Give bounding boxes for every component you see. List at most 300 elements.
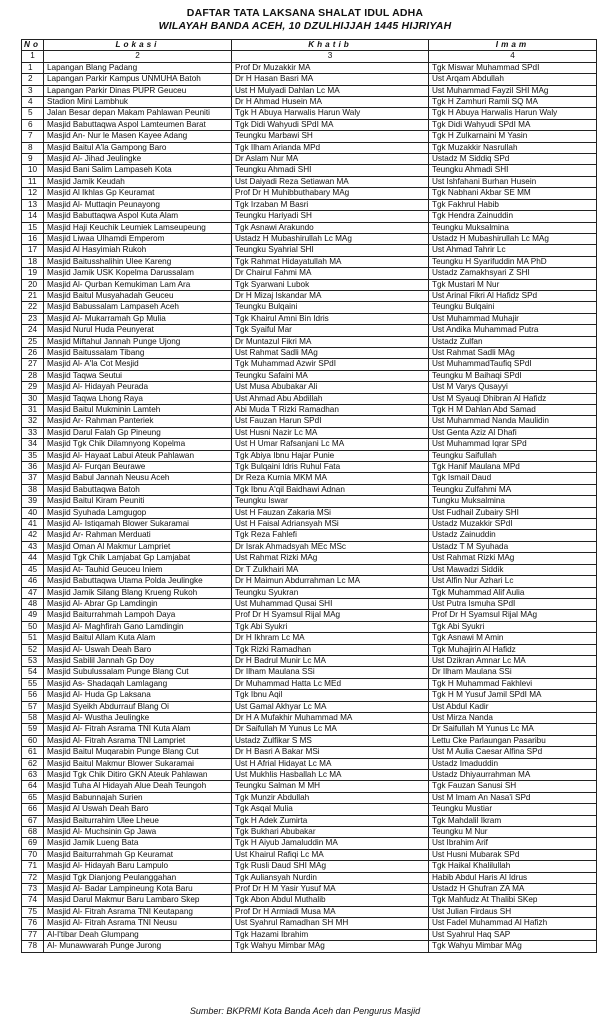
imam-cell: Tgk Mustari M Nur — [429, 279, 597, 290]
khatib-cell: Dr Muntazul Fikri MA — [232, 336, 429, 347]
table-row — [22, 553, 597, 564]
imam-cell: Teungku H Syarifuddin MA PhD — [429, 256, 597, 267]
lokasi-cell: Masjid Al Hasyimiah Rukoh — [44, 245, 232, 256]
lokasi-cell: Al-I'tibar Deah Glumpang — [44, 929, 232, 940]
row-number: 8 — [22, 142, 44, 153]
source-note: Sumber: BKPRMI Kota Banda Aceh dan Pengurus Masjid — [189, 1006, 421, 1016]
row-number: 33 — [22, 427, 44, 438]
khatib-cell: Tgk Muhammad Azwir SPdI — [232, 359, 429, 370]
table-row — [22, 519, 597, 530]
lokasi-cell: Masjid Al- Badar Lampineung Kota Baru — [44, 884, 232, 895]
row-number: 17 — [22, 245, 44, 256]
row-number: 62 — [22, 758, 44, 769]
imam-cell: Teungku Bulqaini — [429, 302, 597, 313]
table-row — [22, 838, 597, 849]
imam-cell: Tgk Nabhani Akbar SE MM — [429, 188, 597, 199]
lokasi-cell: Masjid Oman Al Makmur Lampriet — [44, 541, 232, 552]
khatib-cell: Dr Saifullah M Yunus Lc MA — [232, 724, 429, 735]
khatib-cell: Tgk Rizki Ramadhan — [232, 644, 429, 655]
khatib-cell: Dr Muhammad Hatta Lc MEd — [232, 678, 429, 689]
table-row — [22, 747, 597, 758]
table-row — [22, 279, 597, 290]
imam-cell: Ustadz Zainuddin — [429, 530, 597, 541]
row-number: 45 — [22, 564, 44, 575]
table-row — [22, 256, 597, 267]
lokasi-cell: Masjid Al- Muttaqin Peunayong — [44, 199, 232, 210]
imam-cell: Ust Ahmad Tahrir Lc — [429, 245, 597, 256]
khatib-cell: Tgk Irzaban M Basri — [232, 199, 429, 210]
table-row — [22, 564, 597, 575]
khatib-cell: Tgk Asnawi Arakundo — [232, 222, 429, 233]
khatib-cell: Dr Reza Kurnia MKM MA — [232, 473, 429, 484]
lokasi-cell: Masjid Baiturrahmah Gp Keuramat — [44, 849, 232, 860]
khatib-cell: Dr H Mizaj Iskandar MA — [232, 290, 429, 301]
khatib-cell: Teungku Ahmadi SHI — [232, 165, 429, 176]
table-row — [22, 758, 597, 769]
khatib-cell: Tgk Abon Abdul Muthalib — [232, 895, 429, 906]
lokasi-cell: Masjid Babul Jannah Neusu Aceh — [44, 473, 232, 484]
lokasi-cell: Lapangan Parkir Kampus UNMUHA Batoh — [44, 74, 232, 85]
khatib-cell: Tgk Ilham Arianda MPd — [232, 142, 429, 153]
row-number: 51 — [22, 633, 44, 644]
table-row — [22, 222, 597, 233]
imam-cell: Tgk Didi Wahyudi SPdI MA — [429, 119, 597, 130]
table-row — [22, 598, 597, 609]
lokasi-cell: Jalan Besar depan Makam Pahlawan Peuniti — [44, 108, 232, 119]
table-row — [22, 142, 597, 153]
row-number: 22 — [22, 302, 44, 313]
lokasi-cell: Masjid Al- Qurban Kemukiman Lam Ara — [44, 279, 232, 290]
khatib-cell: Tgk Abi Syukri — [232, 621, 429, 632]
row-number: 75 — [22, 906, 44, 917]
khatib-cell: Tgk Ibnu Aqil — [232, 690, 429, 701]
imam-cell: Tgk Fakhrul Habib — [429, 199, 597, 210]
row-number: 34 — [22, 439, 44, 450]
row-number: 56 — [22, 690, 44, 701]
row-number: 63 — [22, 770, 44, 781]
khatib-cell: Dr H A Mufakhir Muhammad MA — [232, 712, 429, 723]
table-row — [22, 667, 597, 678]
lokasi-cell: Masjid Tgk Chik Ditiro GKN Ateuk Pahlawan — [44, 770, 232, 781]
imam-cell: Ust Muhammad Muhajir — [429, 313, 597, 324]
imam-cell: Teungku Ahmadi SHI — [429, 165, 597, 176]
khatib-cell: Ust Fauzan Harun SPdI — [232, 416, 429, 427]
table-row — [22, 530, 597, 541]
row-number: 67 — [22, 815, 44, 826]
imam-cell: Tgk H M Dahlan Abd Samad — [429, 405, 597, 416]
table-row — [22, 781, 597, 792]
imam-cell: Ust Alfin Nur Azhari Lc — [429, 576, 597, 587]
lokasi-cell: Masjid Al- Maghfirah Gano Lamdingin — [44, 621, 232, 632]
khatib-cell: Tgk Rahmat Hidayatullah MA — [232, 256, 429, 267]
row-number: 38 — [22, 484, 44, 495]
imam-cell: Tgk H Zulkarnaini M Yasin — [429, 131, 597, 142]
imam-cell: Tgk Wahyu Mimbar MAg — [429, 941, 597, 952]
imam-cell: Teungku M Nur — [429, 827, 597, 838]
khatib-cell: Dr H Ahmad Husein MA — [232, 97, 429, 108]
row-number: 76 — [22, 918, 44, 929]
khatib-cell: Prof Dr H Armiadi Musa MA — [232, 906, 429, 917]
row-number: 50 — [22, 621, 44, 632]
row-number: 60 — [22, 735, 44, 746]
khatib-cell: Tgk Auliansyah Nurdin — [232, 872, 429, 883]
imam-cell: Ustadz H Mubashirullah Lc MAg — [429, 233, 597, 244]
imam-cell: Tgk Ismail Daud — [429, 473, 597, 484]
schedule-table — [21, 39, 597, 953]
row-number: 37 — [22, 473, 44, 484]
table-row — [22, 644, 597, 655]
lokasi-cell: Masjid Taqwa Lhong Raya — [44, 393, 232, 404]
lokasi-cell: Masjid Al- Hidayah Peurada — [44, 382, 232, 393]
khatib-cell: Dr T Zulkhairi MA — [232, 564, 429, 575]
khatib-cell: Dr Israk Ahmadsyah MEc MSc — [232, 541, 429, 552]
table-row — [22, 701, 597, 712]
lokasi-cell: Masjid Al- Muchsinin Gp Jawa — [44, 827, 232, 838]
imam-cell: Teungku Muksalmina — [429, 222, 597, 233]
row-number: 44 — [22, 553, 44, 564]
lokasi-cell: Masjid At- Tauhid Geuceu Iniem — [44, 564, 232, 575]
imam-cell: Tgk Muhajirin Al Hafidz — [429, 644, 597, 655]
khatib-cell: Teungku Hariyadi SH — [232, 211, 429, 222]
lokasi-cell: Masjid Al- Jihad Jeulingke — [44, 154, 232, 165]
lokasi-cell: Masjid Tgk Chik Lamjabat Gp Lamjabat — [44, 553, 232, 564]
table-body — [22, 62, 597, 952]
khatib-cell: Dr Chairul Fahmi MA — [232, 268, 429, 279]
lokasi-cell: Masjid Baitul Allam Kuta Alam — [44, 633, 232, 644]
lokasi-cell: Masjid Darul Falah Gp Pineung — [44, 427, 232, 438]
khatib-cell: Dr Aslam Nur MA — [232, 154, 429, 165]
khatib-cell: Dr H Ikhram Lc MA — [232, 633, 429, 644]
column-number: 2 — [44, 51, 232, 62]
lokasi-cell: Lapangan Blang Padang — [44, 62, 232, 73]
table-row — [22, 792, 597, 803]
lokasi-cell: Stadion Mini Lambhuk — [44, 97, 232, 108]
row-number: 30 — [22, 393, 44, 404]
row-number: 24 — [22, 325, 44, 336]
imam-cell: Ustadz Dhiyaurrahman MA — [429, 770, 597, 781]
row-number: 29 — [22, 382, 44, 393]
imam-cell: Tgk Hendra Zainuddin — [429, 211, 597, 222]
khatib-cell: Tgk Syaiful Mar — [232, 325, 429, 336]
lokasi-cell: Masjid Babunnajah Surien — [44, 792, 232, 803]
row-number: 13 — [22, 199, 44, 210]
imam-cell: Ustadz T M Syuhada — [429, 541, 597, 552]
lokasi-cell: Masjid Al- Huda Gp Laksana — [44, 690, 232, 701]
column-header-lokasi: Lokasi — [44, 40, 232, 51]
lokasi-cell: Masjid Al Uswah Deah Baro — [44, 804, 232, 815]
imam-cell: Ust Husni Mubarak SPd — [429, 849, 597, 860]
column-header-imam: Imam — [429, 40, 597, 51]
row-number: 46 — [22, 576, 44, 587]
row-number: 72 — [22, 872, 44, 883]
table-row — [22, 382, 597, 393]
table-row — [22, 427, 597, 438]
table-row — [22, 804, 597, 815]
imam-cell: Ust Ishfahani Burhan Husein — [429, 176, 597, 187]
imam-cell: Tgk Fauzan Sanusi SH — [429, 781, 597, 792]
table-row — [22, 336, 597, 347]
row-number: 42 — [22, 530, 44, 541]
imam-cell: Tgk Muzakkir Nasrullah — [429, 142, 597, 153]
row-number: 10 — [22, 165, 44, 176]
table-row — [22, 621, 597, 632]
row-number: 6 — [22, 119, 44, 130]
row-number: 7 — [22, 131, 44, 142]
lokasi-cell: Masjid Al- Mukarramah Gp Mulia — [44, 313, 232, 324]
imam-cell: Tgk H Abuya Harwalis Harun Waly — [429, 108, 597, 119]
table-row — [22, 462, 597, 473]
khatib-cell: Tgk Munzir Abdullah — [232, 792, 429, 803]
lokasi-cell: Masjid Babuttaqwa Batoh — [44, 484, 232, 495]
row-number: 47 — [22, 587, 44, 598]
lokasi-cell: Masjid Al- Fitrah Asrama TNI Keutapang — [44, 906, 232, 917]
khatib-cell: Tgk H Adek Zumirta — [232, 815, 429, 826]
lokasi-cell: Masjid Syuhada Lamgugop — [44, 507, 232, 518]
khatib-cell: Abi Muda T Rizki Ramadhan — [232, 405, 429, 416]
imam-cell: Ust Syahrul Haq SAP — [429, 929, 597, 940]
column-number: 3 — [232, 51, 429, 62]
khatib-cell: Ustadz Zulfikar S MS — [232, 735, 429, 746]
table-row — [22, 633, 597, 644]
table-row — [22, 849, 597, 860]
row-number: 78 — [22, 941, 44, 952]
khatib-cell: Ust H Afrial Hidayat Lc MA — [232, 758, 429, 769]
khatib-cell: Teungku Salman M MH — [232, 781, 429, 792]
lokasi-cell: Masjid Baitul Kiram Peuniti — [44, 496, 232, 507]
imam-cell: Ust M Imam An Nasa'i SPd — [429, 792, 597, 803]
row-number: 43 — [22, 541, 44, 552]
imam-cell: Tgk Haikal Khalilullah — [429, 861, 597, 872]
khatib-cell: Tgk Hazami Ibrahim — [232, 929, 429, 940]
table-row — [22, 176, 597, 187]
lokasi-cell: Masjid Miftahul Jannah Punge Ujong — [44, 336, 232, 347]
lokasi-cell: Masjid Babuttaqwa Aspol Kuta Alam — [44, 211, 232, 222]
lokasi-cell: Masjid Jamik Keudah — [44, 176, 232, 187]
lokasi-cell: Masjid Baiturrahmah Lampoh Daya — [44, 610, 232, 621]
lokasi-cell: Al- Munawwarah Punge Jurong — [44, 941, 232, 952]
imam-cell: Prof Dr H Syamsul Rijal MAg — [429, 610, 597, 621]
row-number: 11 — [22, 176, 44, 187]
khatib-cell: Dr H Maimun Abdurrahman Lc MA — [232, 576, 429, 587]
table-row — [22, 735, 597, 746]
lokasi-cell: Masjid Tgk Chik Dilamnyong Kopelma — [44, 439, 232, 450]
lokasi-cell: Masjid Al- Hidayah Baru Lampulo — [44, 861, 232, 872]
khatib-cell: Tgk Wahyu Mimbar MAg — [232, 941, 429, 952]
khatib-cell: Ust Rahmat Sadli MAg — [232, 347, 429, 358]
table-row — [22, 906, 597, 917]
table-row — [22, 370, 597, 381]
lokasi-cell: Masjid Tuha Al Hidayah Alue Deah Teungoh — [44, 781, 232, 792]
table-row — [22, 108, 597, 119]
imam-cell: Tgk Muhammad Alif Aulia — [429, 587, 597, 598]
lokasi-cell: Masjid Sabilil Jannah Gp Doy — [44, 655, 232, 666]
khatib-cell: Ustadz H Mubashirullah Lc MAg — [232, 233, 429, 244]
imam-cell: Ustadz H Ghufran ZA MA — [429, 884, 597, 895]
imam-cell: Ustadz Zamakhsyari Z SHI — [429, 268, 597, 279]
table-row — [22, 815, 597, 826]
row-number: 52 — [22, 644, 44, 655]
table-row — [22, 690, 597, 701]
khatib-cell: Ust Mukhlis Hasballah Lc MA — [232, 770, 429, 781]
khatib-cell: Teungku Safaini MA — [232, 370, 429, 381]
table-row — [22, 393, 597, 404]
row-number: 28 — [22, 370, 44, 381]
table-row — [22, 165, 597, 176]
imam-cell: Tgk Abi Syukri — [429, 621, 597, 632]
imam-cell: Ust Rahmat Sadli MAg — [429, 347, 597, 358]
lokasi-cell: Masjid Bani Salim Lampaseh Kota — [44, 165, 232, 176]
table-row — [22, 405, 597, 416]
table-row — [22, 872, 597, 883]
khatib-cell: Tgk Syarwani Lubok — [232, 279, 429, 290]
table-row — [22, 85, 597, 96]
imam-cell: Tgk H Muhammad Fakhlevi — [429, 678, 597, 689]
khatib-cell: Dr Ilham Maulana SSi — [232, 667, 429, 678]
lokasi-cell: Masjid Babussalam Lampaseh Aceh — [44, 302, 232, 313]
khatib-cell: Prof Dr H Muhibbuthabary MAg — [232, 188, 429, 199]
table-header-row — [22, 40, 597, 51]
table-row — [22, 541, 597, 552]
khatib-cell: Ust Husni Nazir Lc MA — [232, 427, 429, 438]
row-number: 14 — [22, 211, 44, 222]
row-number: 64 — [22, 781, 44, 792]
lokasi-cell: Masjid Jamik Lueng Bata — [44, 838, 232, 849]
row-number: 2 — [22, 74, 44, 85]
row-number: 21 — [22, 290, 44, 301]
imam-cell: Lettu Cke Parlaungan Pasaribu — [429, 735, 597, 746]
khatib-cell: Ust Daiyadi Reza Setiawan MA — [232, 176, 429, 187]
table-row — [22, 268, 597, 279]
row-number: 71 — [22, 861, 44, 872]
imam-cell: Teungku M Baihaqi SPdI — [429, 370, 597, 381]
imam-cell: Ust Arinal Fikri Al Hafidz SPd — [429, 290, 597, 301]
imam-cell: Ust Arqam Abdullah — [429, 74, 597, 85]
column-header-no: No — [22, 40, 44, 51]
lokasi-cell: Masjid Babuttaqwa Utama Polda Jeulingke — [44, 576, 232, 587]
row-number: 41 — [22, 519, 44, 530]
row-number: 31 — [22, 405, 44, 416]
khatib-cell: Tgk Rusli Daud SHI MAg — [232, 861, 429, 872]
lokasi-cell: Masjid Taqwa Seutui — [44, 370, 232, 381]
lokasi-cell: Lapangan Parkir Dinas PUPR Geuceu — [44, 85, 232, 96]
lokasi-cell: Masjid Haji Keuchik Leumiek Lamseupeung — [44, 222, 232, 233]
table-row — [22, 188, 597, 199]
imam-cell: Teungku Mustiar — [429, 804, 597, 815]
khatib-cell: Tgk Ibnu A'qil Baidhawi Adnan — [232, 484, 429, 495]
imam-cell: Ust Fadel Muhammad Al Hafizh — [429, 918, 597, 929]
table-row — [22, 245, 597, 256]
table-row — [22, 724, 597, 735]
khatib-cell: Tgk Bukhari Abubakar — [232, 827, 429, 838]
lokasi-cell: Masjid Ar- Rahman Panteriek — [44, 416, 232, 427]
table-row — [22, 884, 597, 895]
imam-cell: Tgk Mahdalil Ikram — [429, 815, 597, 826]
lokasi-cell: Masjid Baitul Muqarabin Punge Blang Cut — [44, 747, 232, 758]
table-row — [22, 62, 597, 73]
table-row — [22, 576, 597, 587]
table-row — [22, 770, 597, 781]
row-number: 27 — [22, 359, 44, 370]
row-number: 77 — [22, 929, 44, 940]
khatib-cell: Tgk Khairul Amni Bin Idris — [232, 313, 429, 324]
table-row — [22, 941, 597, 952]
row-number: 3 — [22, 85, 44, 96]
khatib-cell: Dr H Hasan Basri MA — [232, 74, 429, 85]
row-number: 66 — [22, 804, 44, 815]
imam-cell: Ust Muhammad Iqrar SPd — [429, 439, 597, 450]
row-number: 58 — [22, 712, 44, 723]
column-header-khatib: Khatib — [232, 40, 429, 51]
lokasi-cell: Masjid Syeikh Abdurrauf Blang Oi — [44, 701, 232, 712]
imam-cell: Ustadz M Siddiq SPd — [429, 154, 597, 165]
imam-cell: Dr Saifullah M Yunus Lc MA — [429, 724, 597, 735]
table-row — [22, 97, 597, 108]
khatib-cell: Tgk H Aiyub Jamaluddin MA — [232, 838, 429, 849]
table-row — [22, 610, 597, 621]
row-number: 15 — [22, 222, 44, 233]
lokasi-cell: Masjid Al- Uswah Deah Baro — [44, 644, 232, 655]
table-row — [22, 211, 597, 222]
imam-cell: Tgk Mahfudz At Thalibi SKep — [429, 895, 597, 906]
table-row — [22, 450, 597, 461]
imam-cell: Ust Ibrahim Arif — [429, 838, 597, 849]
row-number: 20 — [22, 279, 44, 290]
lokasi-cell: Masjid Baitul Makmur Blower Sukaramai — [44, 758, 232, 769]
imam-cell: Ust Abdul Kadir — [429, 701, 597, 712]
lokasi-cell: Masjid An- Nur le Masen Kayee Adang — [44, 131, 232, 142]
table-row — [22, 918, 597, 929]
row-number: 73 — [22, 884, 44, 895]
lokasi-cell: Masjid Baitul A'la Gampong Baro — [44, 142, 232, 153]
table-row — [22, 233, 597, 244]
row-number: 68 — [22, 827, 44, 838]
lokasi-cell: Masjid Al Ikhlas Gp Keuramat — [44, 188, 232, 199]
lokasi-cell: Masjid Al- Fitrah Asrama TNI Neusu — [44, 918, 232, 929]
khatib-cell: Teungku Marbawi SH — [232, 131, 429, 142]
lokasi-cell: Masjid Al- Istiqamah Blower Sukaramai — [44, 519, 232, 530]
table-row — [22, 313, 597, 324]
imam-cell: Teungku Zulfahmi MA — [429, 484, 597, 495]
lokasi-cell: Masjid Al- A'la Cot Mesjid — [44, 359, 232, 370]
khatib-cell: Teungku Syahrial SHI — [232, 245, 429, 256]
lokasi-cell: Masjid As- Shadaqah Lamlagang — [44, 678, 232, 689]
row-number: 74 — [22, 895, 44, 906]
khatib-cell: Ust H Faisal Adriansyah MSi — [232, 519, 429, 530]
khatib-cell: Prof Dr H Syamsul Rijal MAg — [232, 610, 429, 621]
imam-cell: Habib Abdul Haris Al Idrus — [429, 872, 597, 883]
table-row — [22, 74, 597, 85]
imam-cell: Teungku Saifullah — [429, 450, 597, 461]
lokasi-cell: Masjid Tgk Dianjong Peulanggahan — [44, 872, 232, 883]
table-row — [22, 655, 597, 666]
row-number: 12 — [22, 188, 44, 199]
imam-cell: Dr Ilham Maulana SSi — [429, 667, 597, 678]
row-number: 25 — [22, 336, 44, 347]
column-number: 4 — [429, 51, 597, 62]
row-number: 16 — [22, 233, 44, 244]
row-number: 70 — [22, 849, 44, 860]
lokasi-cell: Masjid Baitusshalihin Ulee Kareng — [44, 256, 232, 267]
khatib-cell: Teungku Syukran — [232, 587, 429, 598]
table-row — [22, 484, 597, 495]
row-number: 59 — [22, 724, 44, 735]
column-number: 1 — [22, 51, 44, 62]
khatib-cell: Ust Muhammad Qusai SHI — [232, 598, 429, 609]
table-row — [22, 587, 597, 598]
row-number: 32 — [22, 416, 44, 427]
table-row — [22, 895, 597, 906]
lokasi-cell: Masjid Al- Fitrah Asrama TNI Lampriet — [44, 735, 232, 746]
